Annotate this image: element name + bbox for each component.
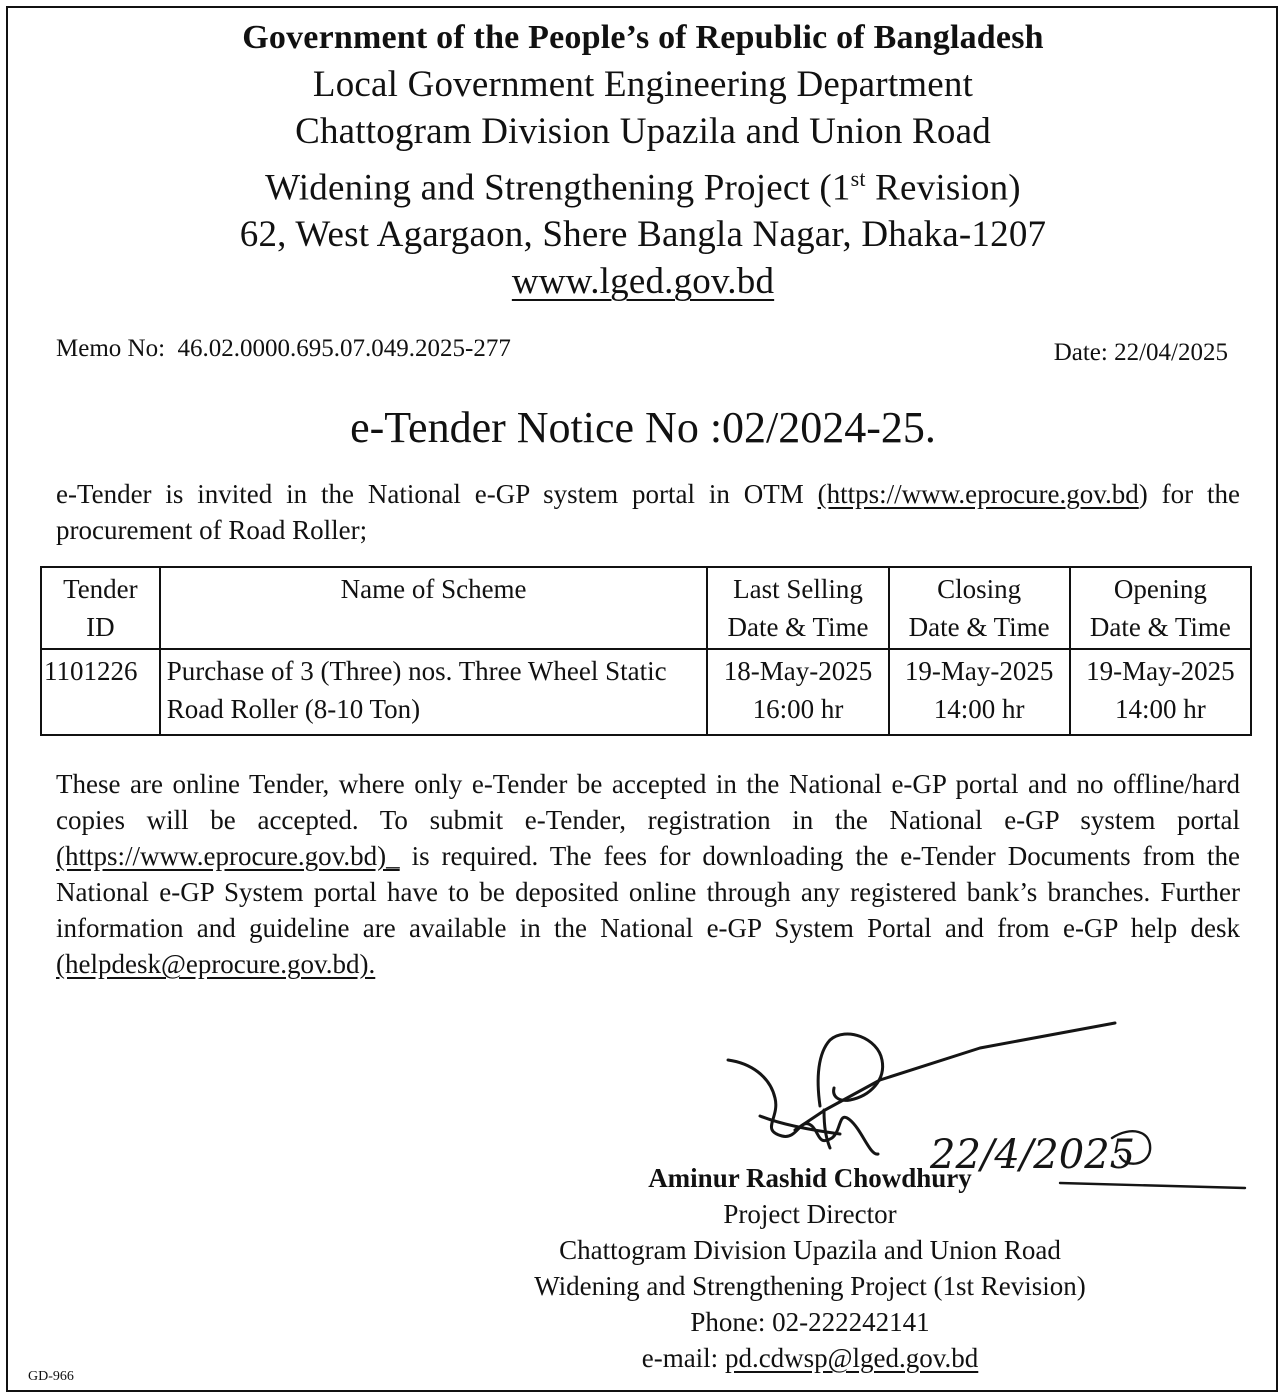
signatory-block xyxy=(500,1160,1120,1376)
helpdesk-email-link[interactable]: (helpdesk@eprocure.gov.bd). xyxy=(56,949,376,979)
closing-date: 19-May-2025 xyxy=(904,656,1054,686)
tender-table xyxy=(40,566,1252,736)
letterhead xyxy=(0,14,1286,305)
project-name-line2-post: Revision) xyxy=(865,167,1021,209)
memo-date xyxy=(1054,338,1228,368)
opening-date: 19-May-2025 xyxy=(1086,656,1235,686)
intro-paragraph xyxy=(56,476,1240,548)
date-value: 22/04/2025 xyxy=(1114,339,1228,366)
ad-code: GD-966 xyxy=(28,1369,74,1384)
header-tender-id-line2: ID xyxy=(86,612,115,642)
cell-closing xyxy=(889,649,1070,735)
office-address: 62, West Agargaon, Shere Bangla Nagar, Dhaka-1207 xyxy=(239,214,1047,256)
header-closing-line1: Closing xyxy=(937,574,1022,604)
eprocure-link-2[interactable]: (https://www.eprocure.gov.bd)_ xyxy=(56,841,400,871)
header-opening xyxy=(1070,567,1251,649)
handwritten-date: 22/4/2025 xyxy=(930,1132,1136,1178)
tender-table-header xyxy=(41,567,1251,649)
header-closing xyxy=(889,567,1070,649)
government-name: Government of the People’s of Republic of Bangladesh xyxy=(242,19,1044,56)
project-name-line1: Chattogram Division Upazila and Union Road xyxy=(295,111,991,152)
header-opening-line1: Opening xyxy=(1113,574,1207,604)
table-row xyxy=(41,649,1251,735)
intro-text-before: e-Tender is invited in the National e-GP system portal in OTM xyxy=(56,479,818,509)
project-name-line2 xyxy=(0,155,1286,211)
project-name-line2-pre: Widening and Strengthening Project (1 xyxy=(265,167,851,209)
eprocure-link[interactable]: (https://www.eprocure.gov.bd xyxy=(817,479,1139,509)
header-closing-line2: Date & Time xyxy=(908,612,1050,642)
header-opening-line2: Date & Time xyxy=(1089,612,1231,642)
signatory-title: Project Director xyxy=(723,1199,897,1229)
cell-tender-id: 1101226 xyxy=(41,649,160,735)
header-last-selling xyxy=(707,567,888,649)
department-name: Local Government Engineering Department xyxy=(312,64,974,105)
intro-text-after: ) for the procurement of Road Roller; xyxy=(56,479,1240,545)
signatory-project-line2: Widening and Strengthening Project (1st Revision) xyxy=(534,1271,1086,1301)
instructions-part2: is required. The fees for downloading the e-Tender Documents from the National e-GP System portal have to be deposited online through any registered bank’s branches. Further information and guideline are available in the National e-GP System Portal and from e-GP help desk xyxy=(56,841,1241,943)
notice-title: e-Tender Notice No :02/2024-25. xyxy=(350,403,936,452)
header-last-selling-line1: Last Selling xyxy=(733,574,863,604)
last-selling-date: 18-May-2025 xyxy=(723,656,873,686)
website-link[interactable]: www.lged.gov.bd xyxy=(511,261,775,303)
header-scheme-text: Name of Scheme xyxy=(340,574,527,604)
date-label: Date: xyxy=(1053,339,1108,366)
opening-time: 14:00 hr xyxy=(1115,694,1206,724)
email-label: e-mail: xyxy=(641,1343,719,1373)
closing-time: 14:00 hr xyxy=(933,694,1025,724)
cell-scheme: Purchase of 3 (Three) nos. Three Wheel Static Road Roller (8-10 Ton) xyxy=(160,649,708,735)
memo-label: Memo No: xyxy=(56,335,166,362)
signatory-project-line1: Chattogram Division Upazila and Union Road xyxy=(559,1235,1061,1265)
last-selling-time: 16:00 hr xyxy=(752,694,844,724)
header-tender-id xyxy=(41,567,160,649)
header-scheme xyxy=(160,567,708,649)
signatory-name: Aminur Rashid Chowdhury xyxy=(648,1163,972,1193)
instructions-part1: These are online Tender, where only e-Tender be accepted in the National e-GP portal and no offline/hard copies will be accepted. To submit e-Tender, registration in the National e-GP system portal xyxy=(56,769,1240,835)
signatory-email xyxy=(500,1340,1120,1376)
memo-value: 46.02.0000.695.07.049.2025-277 xyxy=(177,335,511,362)
header-last-selling-line2: Date & Time xyxy=(727,612,869,642)
header-tender-id-line1: Tender xyxy=(63,574,138,604)
cell-opening xyxy=(1070,649,1251,735)
project-name-line2-sup: st xyxy=(850,166,866,191)
website-line xyxy=(0,258,1286,305)
instructions-paragraph xyxy=(56,766,1240,982)
signatory-phone xyxy=(500,1304,1120,1340)
phone-label: Phone: xyxy=(690,1307,766,1337)
cell-last-selling xyxy=(707,649,888,735)
memo-number xyxy=(56,334,511,364)
phone-value: 02-222242141 xyxy=(772,1307,930,1337)
email-link[interactable]: pd.cdwsp@lged.gov.bd xyxy=(724,1343,979,1373)
